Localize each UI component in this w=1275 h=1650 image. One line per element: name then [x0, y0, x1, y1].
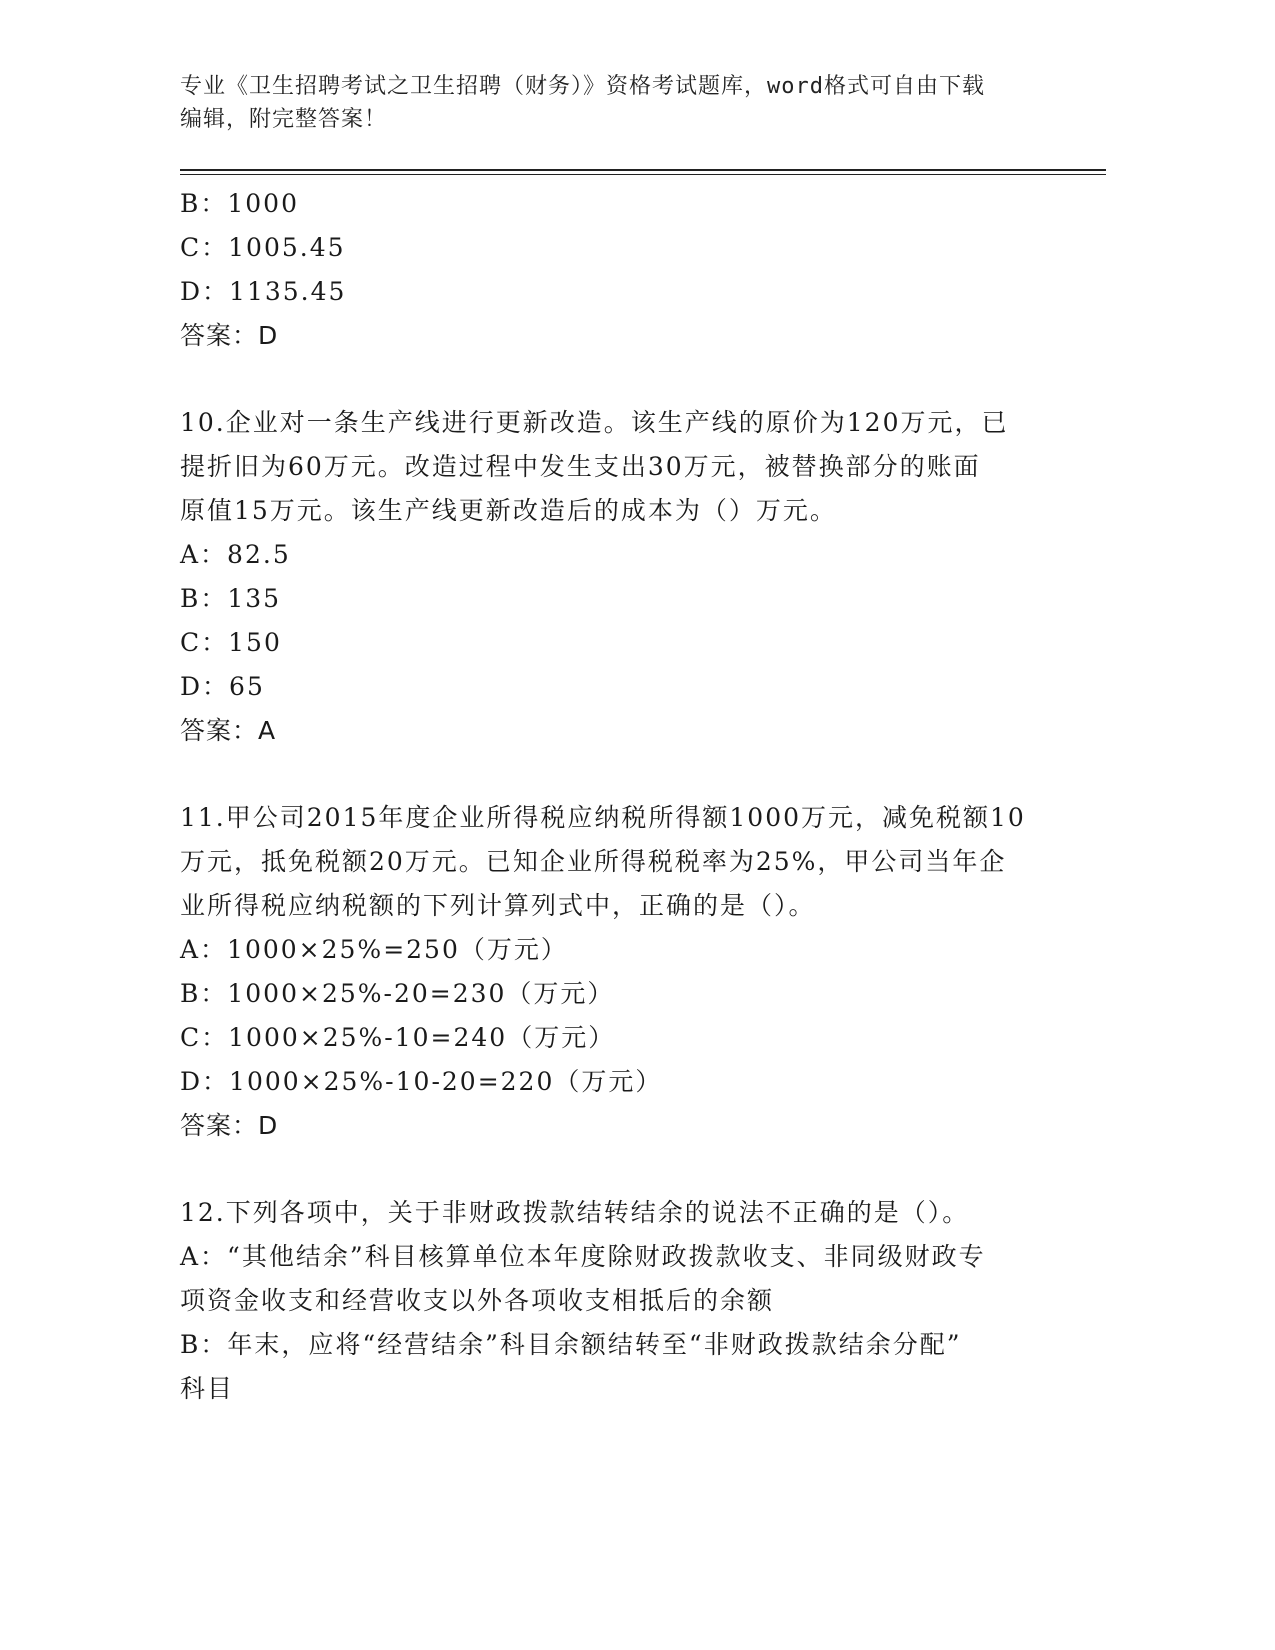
option-b: B：1000 [180, 189, 299, 218]
option-c: C：150 [180, 628, 282, 657]
question-text-line: 12.下列各项中，关于非财政拨款结转结余的说法不正确的是（）。 [180, 1198, 970, 1227]
answer-label: 答案：D [180, 321, 279, 350]
question-10 [180, 401, 1050, 753]
option-c: C：1005.45 [180, 233, 346, 262]
spacer [180, 1148, 1050, 1191]
header-divider-thin [180, 174, 1106, 175]
option-a-line: A：“其他结余”科目核算单位本年度除财政拨款收支、非同级财政专 [180, 1242, 986, 1271]
option-b: B：135 [180, 584, 282, 613]
question-text-line: 10.企业对一条生产线进行更新改造。该生产线的原价为120万元，已 [180, 408, 1009, 437]
question-text-line: 万元，抵免税额20万元。已知企业所得税税率为25%，甲公司当年企 [180, 847, 1007, 876]
header-line-2: 编辑，附完整答案！ [180, 107, 388, 132]
page-header [180, 70, 1060, 136]
option-d: D：1000×25%-10-20=220（万元） [180, 1067, 663, 1096]
spacer [180, 753, 1050, 796]
option-b-line: 科目 [180, 1374, 235, 1403]
spacer [180, 358, 1050, 401]
question-text-line: 提折旧为60万元。改造过程中发生支出30万元，被替换部分的账面 [180, 452, 981, 481]
document-body [180, 182, 1050, 1411]
option-a: A：82.5 [180, 540, 291, 569]
question-9-continued [180, 182, 1050, 358]
answer-label: 答案：D [180, 1111, 279, 1140]
question-text-line: 11.甲公司2015年度企业所得税应纳税所得额1000万元，减免税额10 [180, 803, 1026, 832]
option-b-line: B：年末，应将“经营结余”科目余额结转至“非财政拨款结余分配” [180, 1330, 962, 1359]
option-a-line: 项资金收支和经营收支以外各项收支相抵后的余额 [180, 1286, 775, 1315]
option-d: D：1135.45 [180, 277, 347, 306]
question-12 [180, 1191, 1050, 1411]
option-b: B：1000×25%-20=230（万元） [180, 979, 615, 1008]
question-text-line: 原值15万元。该生产线更新改造后的成本为（）万元。 [180, 496, 837, 525]
option-c: C：1000×25%-10=240（万元） [180, 1023, 616, 1052]
question-text-line: 业所得税应纳税额的下列计算列式中，正确的是（）。 [180, 891, 816, 920]
header-divider-thick [180, 169, 1106, 171]
question-11 [180, 796, 1050, 1148]
option-a: A：1000×25%=250（万元） [180, 935, 568, 964]
answer-label: 答案：A [180, 716, 277, 745]
header-line-1: 专业《卫生招聘考试之卫生招聘（财务）》资格考试题库，word格式可自由下载 [180, 74, 985, 99]
option-d: D：65 [180, 672, 265, 701]
